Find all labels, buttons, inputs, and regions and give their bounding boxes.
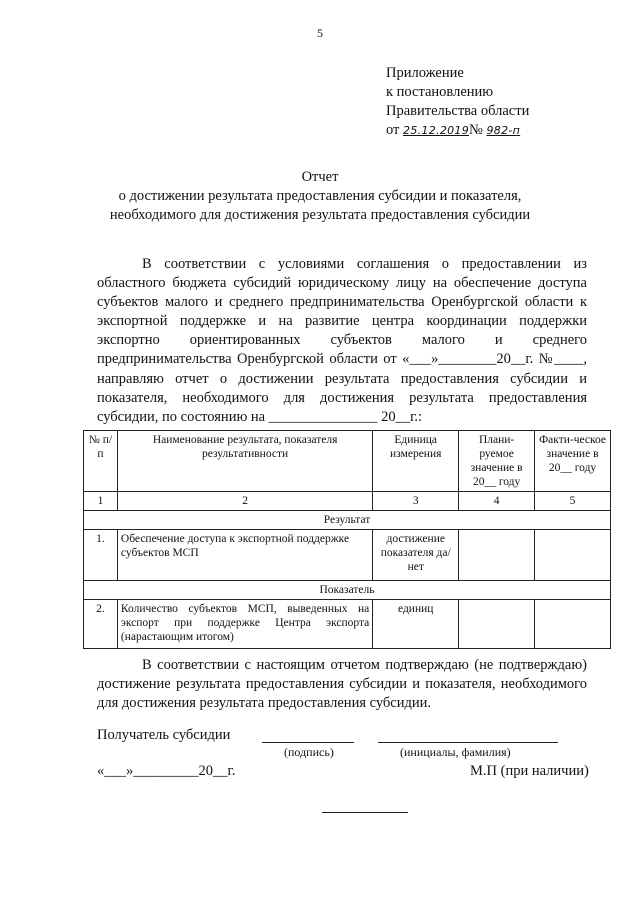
initials-caption: (инициалы, фамилия) (400, 745, 511, 759)
column-number: 3 (373, 492, 459, 511)
column-number: 2 (117, 492, 372, 511)
row2-planned (459, 600, 535, 649)
header-name: Наименование результата, показателя результативности (117, 431, 372, 492)
report-title (60, 168, 580, 225)
recipient-label: Получатель субсидии (97, 727, 231, 743)
signature-caption: (подпись) (284, 745, 334, 759)
section-result: Результат (84, 511, 611, 530)
appendix-line-1: Приложение (386, 65, 464, 81)
handwritten-number: 982-п (486, 124, 521, 137)
stamp-label: М.П (при наличии) (470, 763, 589, 779)
row1-unit: достижение показателя да/нет (373, 530, 459, 581)
appendix-line-2: к постановлению (386, 84, 494, 100)
initials-line (378, 742, 558, 743)
row1-actual (535, 530, 611, 581)
column-number-row (84, 492, 611, 511)
section-indicator: Показатель (84, 581, 611, 600)
appendix-date-line (386, 121, 626, 140)
section-result-row (84, 511, 611, 530)
appendix-line-3: Правительства области (386, 103, 530, 119)
row1-planned (459, 530, 535, 581)
row2-actual (535, 600, 611, 649)
report-table (83, 430, 611, 649)
section-indicator-row (84, 581, 611, 600)
header-actual: Факти-ческое значение в 20__ году (535, 431, 611, 492)
row2-num: 2. (84, 600, 118, 649)
column-number: 4 (459, 492, 535, 511)
header-planned: Плани-руемое значение в 20__ году (459, 431, 535, 492)
row1-name: Обеспечение доступа к экспортной поддержке субъектов МСП (117, 530, 372, 581)
title-line-2: о достижении результата предоставления субсидии и показателя, (118, 188, 522, 204)
column-number: 5 (535, 492, 611, 511)
table-row (84, 530, 611, 581)
appendix-number-label: № (469, 122, 483, 138)
title-line-3: необходимого для достижения результата предоставления субсидии (109, 207, 531, 223)
appendix-from-label: от (386, 122, 400, 138)
closing-divider (322, 812, 408, 813)
page-number: 5 (317, 26, 323, 40)
handwritten-date: 25.12.2019 (403, 124, 470, 137)
row1-num: 1. (84, 530, 118, 581)
title-line-1: Отчет (301, 169, 339, 185)
signature-date-line: «___»_________20__г. (97, 763, 236, 779)
signature-line (262, 742, 354, 743)
header-unit: Единица измерения (373, 431, 459, 492)
appendix-block (386, 64, 626, 140)
row2-name: Количество субъектов МСП, выведенных на экспорт при поддержке Центра экспорта (нарастающим итогом) (117, 600, 372, 649)
row2-unit: единиц (373, 600, 459, 649)
table-row (84, 600, 611, 649)
intro-paragraph (97, 255, 587, 427)
confirm-paragraph (97, 656, 587, 713)
confirm-text: В соответствии с настоящим отчетом подтверждаю (не подтверждаю) достижение результата предоставления субсидии и показателя, необходимого для достижения результата предоставления субсидии. (97, 657, 587, 712)
table-header-row (84, 431, 611, 492)
column-number: 1 (84, 492, 118, 511)
header-num: № п/п (84, 431, 118, 492)
intro-text: В соответствии с условиями соглашения о предоставлении из областного бюджета субсидий юридическому лицу на обеспечение доступа субъектов малого и среднего предпринимательства Оренбургской области к экспортной поддержке и на развитие центра координации поддержки экспортно ориентированных субъектов малого и среднего предпринимательства Оренбургской области от «___»________20__г. №____, направляю отчет о достижении результата предоставления субсидии и показателя, необходимого для достижения результата предоставления субсидии, по состоянию на _______________ 20__г.: (97, 256, 587, 425)
